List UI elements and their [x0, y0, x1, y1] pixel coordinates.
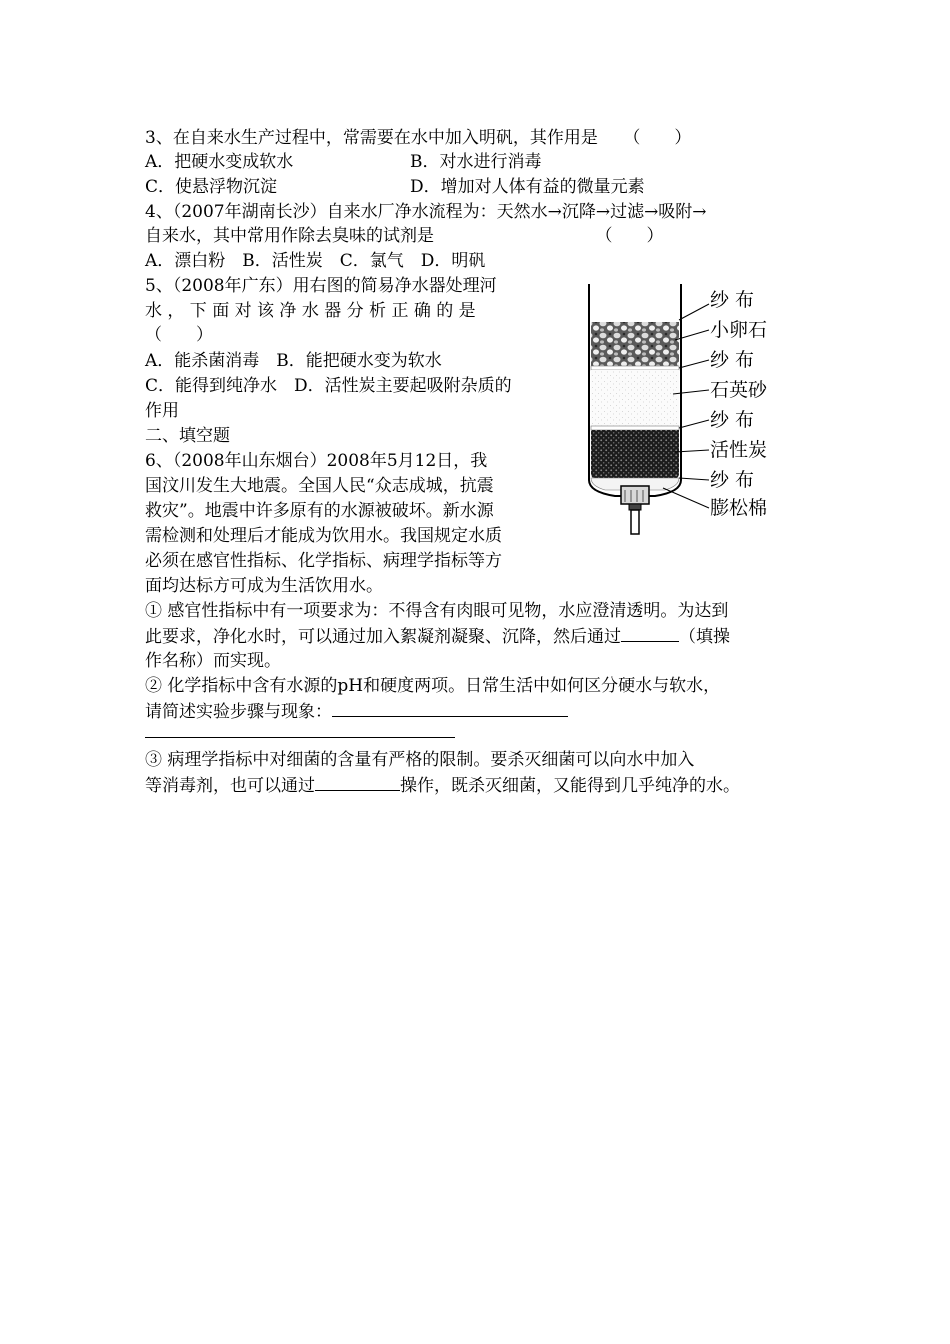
q3-option-b: B．对水进行消毒: [410, 152, 542, 172]
q3-option-c: C．使悬浮物沉淀: [145, 177, 278, 197]
figure-label: 纱 布: [710, 349, 755, 371]
figure-label: 活性炭: [710, 439, 768, 461]
q6-part1-line1: ① 感官性指标中有一项要求为：不得含有肉眼可见物，水应澄清透明。为达到: [145, 601, 729, 621]
q3-stem: 3、在自来水生产过程中，常需要在水中加入明矾，其作用是 （ ）: [145, 128, 692, 148]
section-heading: 二、填空题: [145, 426, 230, 446]
figure-label: 纱 布: [710, 409, 755, 431]
q4-options: A．漂白粉 B．活性炭 C．氯气 D．明矾: [145, 251, 486, 271]
q6-part3-line1: ③ 病理学指标中对细菌的含量有严格的限制。要杀灭细菌可以向水中加入: [145, 750, 695, 770]
purifier-diagram: [585, 284, 805, 540]
q3-option-d: D．增加对人体有益的微量元素: [410, 177, 645, 197]
q3-option-a: A．把硬水变成软水: [145, 152, 294, 172]
figure-label: 纱 布: [710, 289, 755, 311]
q6-intro-line: 国汶川发生大地震。全国人民“众志成城，抗震: [145, 476, 494, 496]
q5-line3: （ ）: [145, 325, 213, 345]
q4-line2: 自来水，其中常用作除去臭味的试剂是 （ ）: [145, 226, 664, 246]
q6-part2-line2: [145, 699, 568, 724]
figure-label: 纱 布: [710, 469, 755, 491]
figure-label: 小卵石: [710, 319, 768, 341]
figure-label: 石英砂: [710, 379, 768, 401]
answer-blank-hard-soft-water[interactable]: [332, 699, 568, 717]
q6-intro-line: 救灾”。地震中许多原有的水源被破坏。新水源: [145, 501, 494, 521]
q6-intro-line: 面均达标方可成为生活饮用水。: [145, 576, 383, 596]
water-purifier-figure: [585, 284, 805, 540]
q6-part3-line2: [145, 773, 740, 798]
q5-option-d-continued: 作用: [145, 401, 179, 421]
figure-label: 膨松棉: [710, 497, 768, 519]
q6-part3-text-b: 操作，既杀灭细菌，又能得到几乎纯净的水。: [400, 776, 740, 796]
q5-options-cd: C．能得到纯净水 D．活性炭主要起吸附杂质的: [145, 376, 512, 396]
outlet-tube: [631, 510, 639, 534]
q6-part2-line1: ② 化学指标中含有水源的pH和硬度两项。日常生活中如何区分硬水与软水，: [145, 676, 721, 696]
q6-part1-text-b: （填操: [679, 627, 730, 647]
answer-blank-operation[interactable]: [621, 624, 679, 642]
answer-blank-sterilize[interactable]: [315, 773, 400, 791]
pebble-layer: [591, 322, 679, 366]
q6-part1-line2: [145, 624, 730, 649]
answer-blank-continuation[interactable]: [145, 737, 455, 738]
q4-line1: 4、（2007年湖南长沙）自来水厂净水流程为：天然水→沉降→过滤→吸附→: [145, 202, 707, 222]
q5-line2: 水 ， 下 面 对 该 净 水 器 分 析 正 确 的 是: [145, 301, 476, 321]
q6-part1-line3: 作名称）而实现。: [145, 651, 281, 671]
activated-carbon-layer: [591, 430, 679, 478]
q6-part1-text-a: 此要求，净化水时，可以通过加入絮凝剂凝聚、沉降，然后通过: [145, 627, 621, 647]
quartz-sand-layer: [591, 370, 679, 426]
q6-part3-text-a: 等消毒剂，也可以通过: [145, 776, 315, 796]
q6-intro-line: 6、（2008年山东烟台）2008年5月12日，我: [145, 451, 488, 471]
q6-intro-line: 需检测和处理后才能成为饮用水。我国规定水质: [145, 526, 502, 546]
q5-line1: 5、（2008年广东）用右图的简易净水器处理河: [145, 276, 497, 296]
q6-part2-text: 请简述实验步骤与现象：: [145, 702, 332, 722]
q5-options-ab: A．能杀菌消毒 B．能把硬水变为软水: [145, 351, 442, 371]
q6-intro-line: 必须在感官性指标、化学指标、病理学指标等方: [145, 551, 502, 571]
